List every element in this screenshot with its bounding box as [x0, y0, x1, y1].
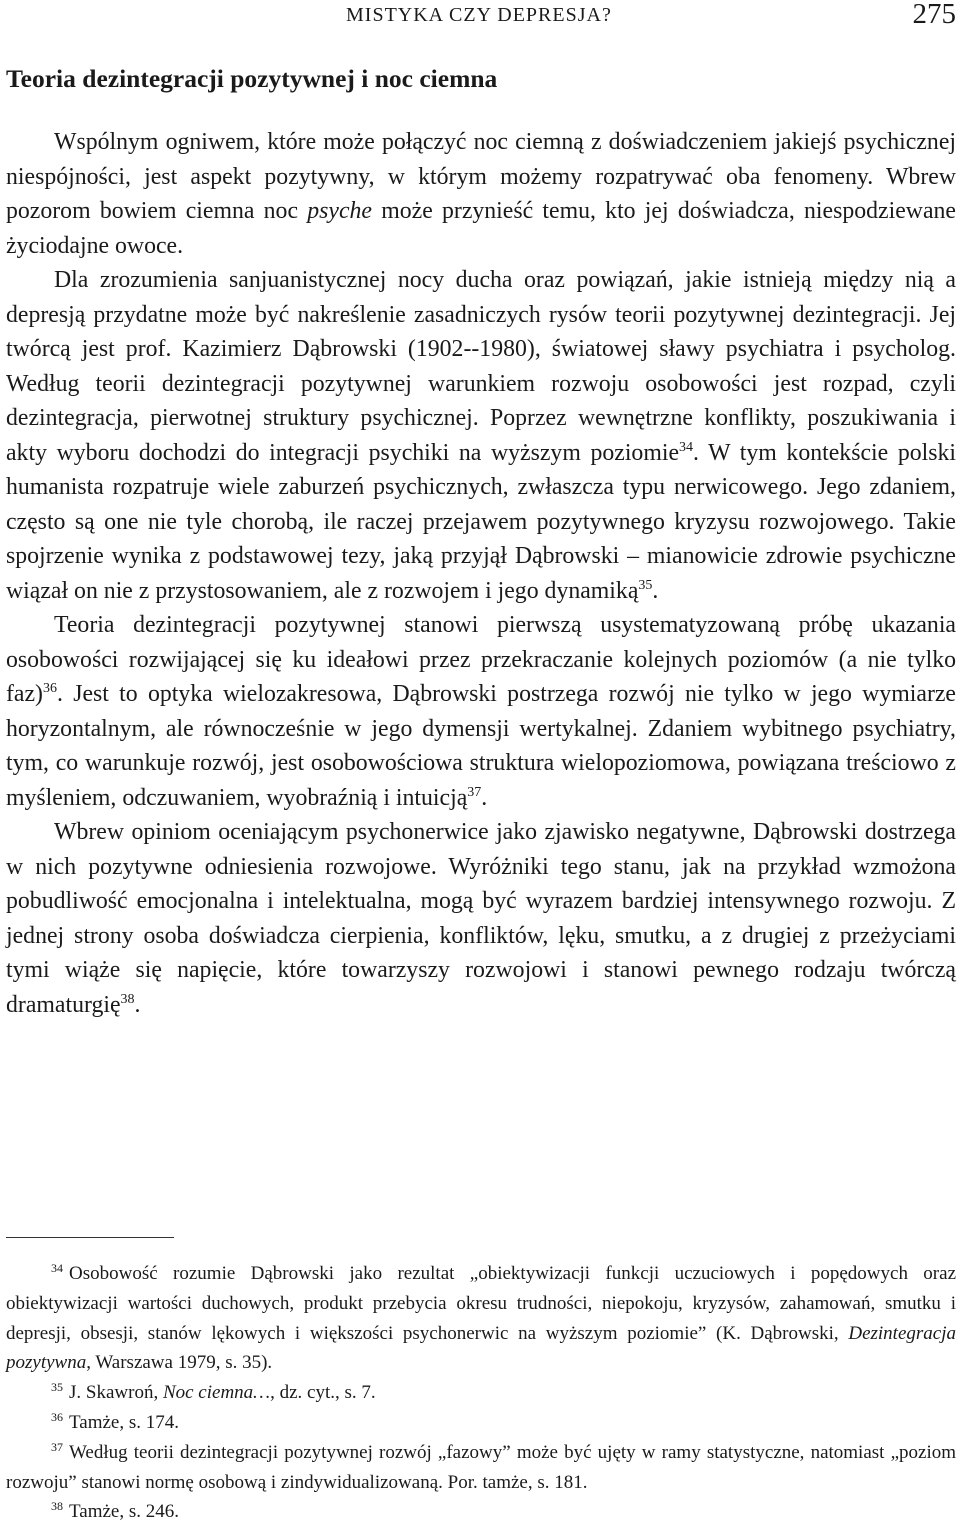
section-heading: Teoria dezintegracji pozytywnej i noc ciemna: [6, 64, 498, 93]
footnote-divider: [6, 1237, 174, 1238]
footnote: [6, 1259, 956, 1378]
text-segment: , Warszawa 1979, s. 35).: [86, 1352, 273, 1374]
footnote-reference: 38: [51, 1499, 63, 1514]
italic-text: psyche: [307, 198, 372, 224]
footnote: [6, 1408, 956, 1438]
footnote: [6, 1497, 956, 1527]
text-segment: .: [134, 991, 141, 1018]
text-segment: Według teorii dezintegracji pozytywnej rozwój „fazowy” może być ujęty w ramy statystyczne, natomiast „poziom rozwoju” stanowi normę osobową i zindywidualizowaną. Por. tamże, s. 181.: [6, 1441, 956, 1493]
text-segment: , dz. cyt., s. 7.: [270, 1382, 376, 1404]
text-segment: Teoria dezintegracji pozytywnej stanowi pierwszą usystematyzowaną próbę ukazania osobowości rozwijającej się ku ideałowi przez przekraczanie kolejnych poziomów (a nie tylko faz): [6, 612, 956, 707]
footnote: [6, 1438, 956, 1498]
page-number: 275: [912, 0, 956, 30]
running-header: [6, 0, 956, 32]
text-segment: Wbrew opiniom oceniającym psychonerwice jako zjawisko negatywne, Dąbrowski dostrzega w nich pozytywne odniesienia rozwojowe. Wyróżniki tego stanu, jak na przykład wzmożona pobudliwość emocjonalna i intelektualna, mogą być wyrazem bardziej intensywnego rozwoju. Z jednej strony osoba doświadcza cierpienia, konfliktów, lęku, smutku, a z drugiej z przeżyciami tymi wiąże się napięcie, które towarzyszy rozwojowi i stanowi pewnego rodzaju twórczą dramaturgię: [6, 819, 956, 1018]
italic-text: Noc ciemna…: [162, 1382, 271, 1404]
text-segment: może przynieść temu, kto jej doświadcza, niespodziewane życiodajne owoce.: [6, 198, 956, 259]
body-text: [6, 125, 956, 1022]
footnote-reference: 36: [42, 681, 57, 696]
paragraph: [6, 815, 956, 1022]
footnote: [6, 1378, 956, 1408]
text-segment: Tamże, s. 246.: [69, 1501, 180, 1523]
italic-text: Dezintegracja pozytywna: [6, 1322, 956, 1374]
text-segment: .: [652, 577, 659, 604]
text-segment: Dla zrozumienia sanjuanistycznej nocy ducha oraz powiązań, jakie istnieją między nią a depresją przydatne może być nakreślenie zasadniczych rysów teorii pozytywnej dezintegracji. Jej twórcą jest prof. Kazimierz Dąbrowski (1902-‑1980), światowej sławy psychiatra i psycholog. Według teorii dezintegracji pozytywnej warunkiem rozwoju osobowości jest rozpad, czyli dezintegracja, pierwotnej struktury psychicznej. Poprzez wewnętrzne konflikty, poszukiwania i akty wyboru dochodzi do integracji psychiki na wyższym poziomie: [6, 267, 956, 466]
footnote-reference: 34: [51, 1261, 63, 1275]
text-segment: Tamże, s. 174.: [69, 1411, 180, 1433]
paragraph: [6, 263, 956, 608]
footnote-reference: 35: [638, 577, 653, 593]
footnote-reference: 37: [51, 1439, 63, 1454]
running-title: MISTYKA CZY DEPRESJA?: [346, 4, 612, 26]
footnotes: [6, 1259, 956, 1527]
text-segment: Osobowość rozumie Dąbrowski jako rezultat „obiektywizacji funkcji uczuciowych i popędowych oraz obiektywizacji wartości duchowych, produkt przebycia okresu trudności, niepokoju, kryzysów, zahamowań, smutku i depresji, obsesji, stanów lękowych i większości psychonerwic na wyższym poziomie” (K. Dąbrowski,: [6, 1263, 956, 1344]
footnote-reference: 35: [51, 1380, 63, 1395]
paragraph: [6, 125, 956, 263]
paragraph: [6, 608, 956, 815]
text-segment: J. Skawroń,: [69, 1382, 163, 1404]
footnote-reference: 37: [467, 784, 482, 800]
text-segment: . W tym kontekście polski humanista rozpatruje wiele zaburzeń psychicznych, zwłaszcza typu nerwicowego. Jego zdaniem, często są one nie tyle chorobą, ile raczej przejawem pozytywnego kryzysu rozwojowego. Takie spojrzenie wynika z podstawowej tezy, jaką przyjął Dąbrowski – mianowicie zdrowie psychiczne wiązał on nie z przystosowaniem, ale z rozwojem i jego dynamiką: [6, 439, 956, 604]
text-segment: . Jest to optyka wielozakresowa, Dąbrowski postrzega rozwój nie tylko w jego wymiarze horyzontalnym, ale równocześnie w jego dymensji wertykalnej. Zdaniem wybitnego psychiatry, tym, co warunkuje rozwój, jest osobowościowa struktura wielopoziomowa, powiązana treściowo z myśleniem, odczuwaniem, wyobraźnią i intuicją: [6, 681, 956, 811]
text-segment: .: [481, 784, 488, 811]
footnote-reference: 36: [51, 1409, 63, 1424]
footnote-reference: 34: [679, 439, 694, 455]
footnote-reference: 38: [120, 991, 135, 1007]
text-segment: Wspólnym ogniwem, które może połączyć noc ciemną z doświadczeniem jakiejś psychicznej niespójności, jest aspekt pozytywny, w którym możemy rozpatrywać oba fenomeny. Wbrew pozorom bowiem ciemna noc: [6, 129, 956, 224]
